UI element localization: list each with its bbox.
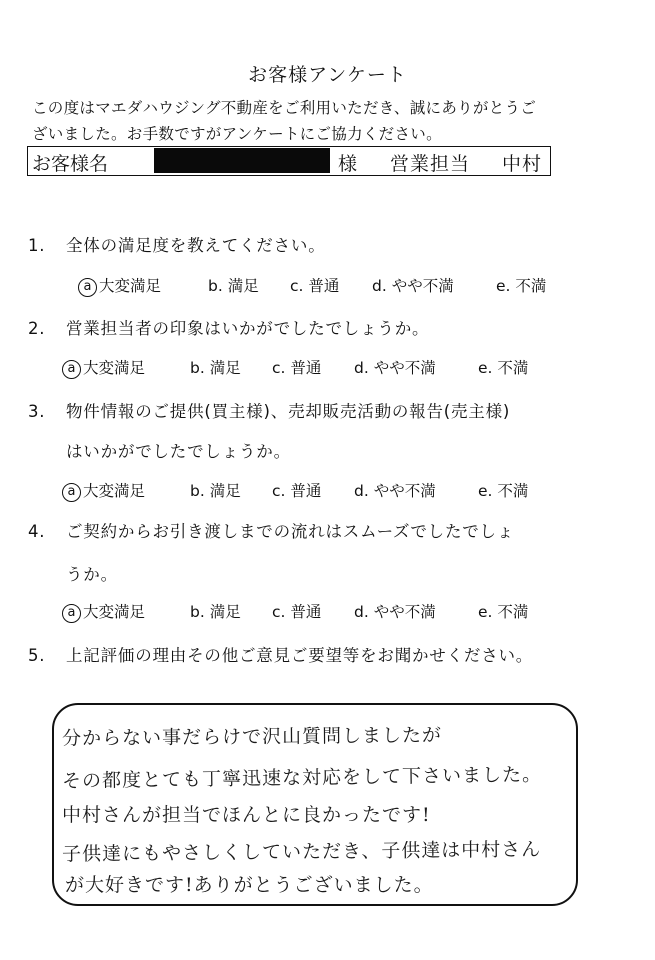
redacted-customer-name xyxy=(154,148,330,173)
staff-name: 中村 xyxy=(502,153,543,175)
option-e: e. 不満 xyxy=(478,359,529,377)
question-2 xyxy=(28,315,429,339)
option-c: c. 普通 xyxy=(272,603,322,621)
option-b: b. 満足 xyxy=(190,482,241,500)
option-b: b. 満足 xyxy=(190,359,241,377)
question-text: 上記評価の理由その他ご意見ご要望等をお聞かせください。 xyxy=(66,646,534,665)
option-c: c. 普通 xyxy=(272,359,322,377)
option-a-selected xyxy=(62,600,145,623)
selected-circle-mark: a xyxy=(62,360,81,379)
option-a-label: 大変満足 xyxy=(83,359,146,377)
handwritten-comment-line-1: 分からない事だらけで沢山質問しましたが xyxy=(61,724,443,750)
question-number: 5. xyxy=(28,646,46,665)
question-4 xyxy=(28,518,514,542)
question-5 xyxy=(28,642,533,666)
option-a-selected xyxy=(62,356,145,379)
question-text: 営業担当者の印象はいかがでしたでしょうか。 xyxy=(66,319,430,338)
question-text: ご契約からお引き渡しまでの流れはスムーズでしたでしょ xyxy=(66,522,515,541)
question-number: 4. xyxy=(28,522,46,541)
intro-line-2: ざいました。お手数ですがアンケートにご協力ください。 xyxy=(32,125,442,143)
option-d: d. やや不満 xyxy=(372,277,454,295)
option-a-selected xyxy=(62,479,145,502)
option-c: c. 普通 xyxy=(290,277,340,295)
option-a-label: 大変満足 xyxy=(99,277,162,295)
option-b: b. 満足 xyxy=(208,277,259,295)
honorific-label: 様 xyxy=(338,153,358,175)
selected-circle-mark: a xyxy=(62,604,81,623)
option-e: e. 不満 xyxy=(478,603,529,621)
option-e: e. 不満 xyxy=(496,277,547,295)
option-a-selected xyxy=(78,274,161,297)
question-3 xyxy=(28,398,510,422)
question-number: 1. xyxy=(28,236,46,255)
option-a-label: 大変満足 xyxy=(83,603,146,621)
handwritten-comment-line-4: 子供達にもやさしくしていただき、子供達は中村さん xyxy=(61,838,542,866)
option-b: b. 満足 xyxy=(190,603,241,621)
question-3-continued xyxy=(28,438,291,462)
page-title: お客様アンケート xyxy=(248,64,407,86)
question-4-continued xyxy=(28,561,118,585)
option-e: e. 不満 xyxy=(478,482,529,500)
customer-name-label: お客様名 xyxy=(32,153,109,175)
option-d: d. やや不満 xyxy=(354,603,436,621)
handwritten-comment-line-2: その都度とても丁寧迅速な対応をして下さいました。 xyxy=(61,763,543,793)
option-d: d. やや不満 xyxy=(354,482,436,500)
question-number: 3. xyxy=(28,402,46,421)
customer-info-bar xyxy=(27,146,551,176)
option-c: c. 普通 xyxy=(272,482,322,500)
handwritten-comment-line-3: 中村さんが担当でほんとに良かったです! xyxy=(62,804,431,826)
selected-circle-mark: a xyxy=(78,278,97,297)
selected-circle-mark: a xyxy=(62,483,81,502)
intro-line-1: この度はマエダハウジング不動産をご利用いただき、誠にありがとうご xyxy=(32,99,537,117)
question-text-continued: うか。 xyxy=(66,565,118,584)
question-1 xyxy=(28,232,326,256)
question-text: 全体の満足度を教えてください。 xyxy=(66,236,326,255)
handwritten-comment-line-5: が大好きです!ありがとうございました。 xyxy=(65,874,434,896)
question-text-continued: はいかがでしたでしょうか。 xyxy=(66,442,291,461)
staff-label: 営業担当 xyxy=(390,153,471,175)
option-a-label: 大変満足 xyxy=(83,482,146,500)
question-number: 2. xyxy=(28,319,46,338)
question-text: 物件情報のご提供(買主様)、売却販売活動の報告(売主様) xyxy=(66,402,511,421)
option-d: d. やや不満 xyxy=(354,359,436,377)
